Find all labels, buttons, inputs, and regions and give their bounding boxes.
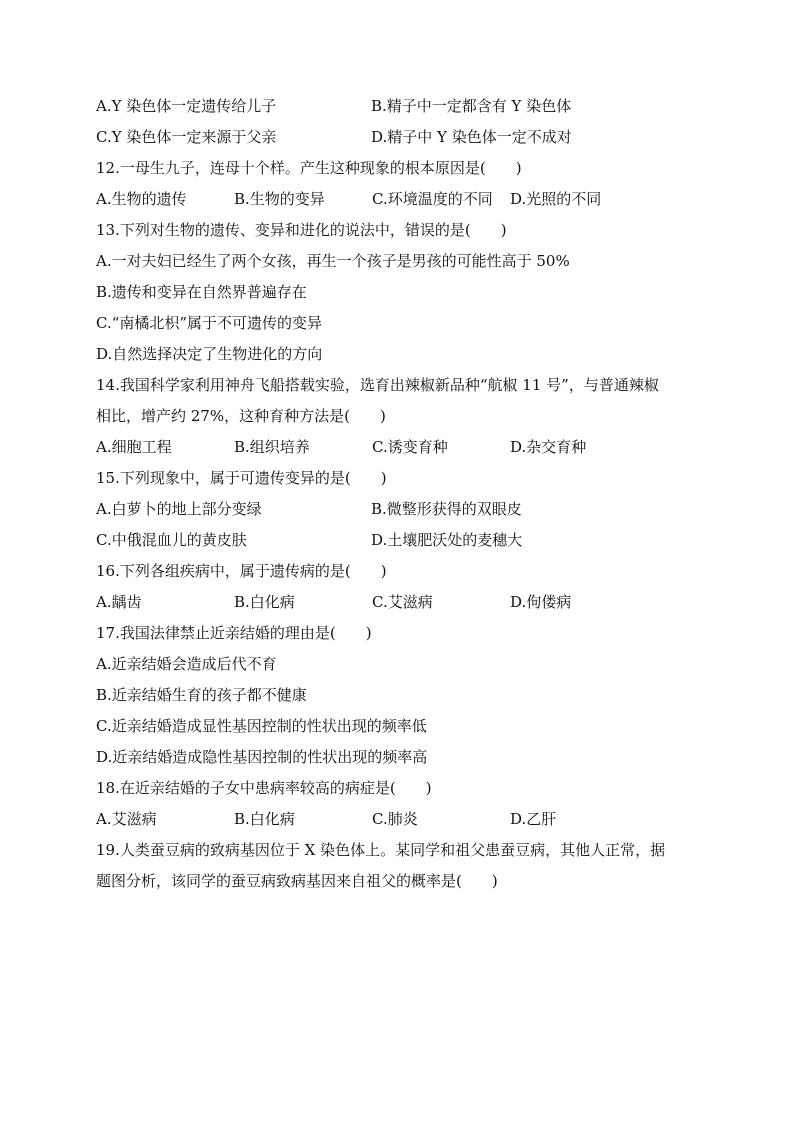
q12-option-d: D.光照的不同: [510, 190, 602, 208]
q12-options-row: [96, 189, 696, 209]
q17-option-a: A.近亲结婚会造成后代不育: [96, 655, 277, 673]
q11-option-d: D.精子中 Y 染色体一定不成对: [371, 128, 572, 146]
q16-stem: 16.下列各组疾病中，属于遗传病的是( ): [96, 562, 387, 580]
q18-options-row: [96, 809, 696, 829]
q18-stem: 18.在近亲结婚的子女中患病率较高的病症是( ): [96, 779, 432, 797]
q15-option-a: A.白萝卜的地上部分变绿: [96, 500, 262, 518]
q17-option-c: C.近亲结婚造成显性基因控制的性状出现的频率低: [96, 717, 427, 735]
q19-stem-line-1: 19.人类蚕豆病的致病基因位于 X 染色体上。某同学和祖父患蚕豆病，其他人正常，据: [96, 841, 666, 859]
q13-option-a: A.一对夫妇已经生了两个女孩，再生一个孩子是男孩的可能性高于 50%: [96, 252, 570, 270]
q16-option-a: A.龋齿: [96, 593, 142, 611]
q15-option-c: C.中俄混血儿的黄皮肤: [96, 531, 247, 549]
q16-option-c: C.艾滋病: [372, 593, 433, 611]
q15-option-d: D.土壤肥沃处的麦穗大: [371, 531, 523, 549]
q19-stem-line-2: 题图分析，该同学的蚕豆病致病基因来自祖父的概率是( ): [96, 872, 498, 890]
q16-option-d: D.佝偻病: [510, 593, 572, 611]
q12-stem: 12.一母生九子，连母十个样。产生这种现象的根本原因是( ): [96, 159, 522, 177]
q16-option-b: B.白化病: [234, 593, 295, 611]
q14-stem-line-1: 14.我国科学家利用神舟飞船搭载实验，选育出辣椒新品种“航椒 11 号”，与普通辣椒: [96, 376, 659, 394]
q13-stem: 13.下列对生物的遗传、变异和进化的说法中，错误的是( ): [96, 221, 507, 239]
q11-option-c: C.Y 染色体一定来源于父亲: [96, 128, 277, 146]
q17-stem: 17.我国法律禁止近亲结婚的理由是( ): [96, 624, 372, 642]
q18-option-b: B.白化病: [234, 810, 295, 828]
q14-option-d: D.杂交育种: [510, 438, 587, 456]
q15-options-row-1: [96, 499, 696, 519]
q15-option-b: B.微整形获得的双眼皮: [371, 500, 522, 518]
q12-option-b: B.生物的变异: [234, 190, 325, 208]
q12-option-a: A.生物的遗传: [96, 190, 187, 208]
q15-options-row-2: [96, 530, 696, 550]
q14-options-row: [96, 437, 696, 457]
q16-options-row: [96, 592, 696, 612]
q15-stem: 15.下列现象中，属于可遗传变异的是( ): [96, 469, 387, 487]
q17-option-b: B.近亲结婚生育的孩子都不健康: [96, 686, 307, 704]
q17-option-d: D.近亲结婚造成隐性基因控制的性状出现的频率高: [96, 748, 428, 766]
q14-stem-line-2: 相比，增产约 27%，这种育种方法是( ): [96, 407, 386, 425]
q14-option-c: C.诱变育种: [372, 438, 448, 456]
q11-options-row-2: [96, 127, 696, 147]
q13-option-b: B.遗传和变异在自然界普遍存在: [96, 283, 307, 301]
q11-option-b: B.精子中一定都含有 Y 染色体: [371, 97, 572, 115]
q18-option-d: D.乙肝: [510, 810, 557, 828]
q14-option-b: B.组织培养: [234, 438, 310, 456]
q14-option-a: A.细胞工程: [96, 438, 172, 456]
q13-option-d: D.自然选择决定了生物进化的方向: [96, 345, 323, 363]
q18-option-a: A.艾滋病: [96, 810, 157, 828]
q13-option-c: C.“南橘北枳”属于不可遗传的变异: [96, 314, 323, 332]
q11-options-row-1: [96, 96, 696, 116]
q12-option-c: C.环境温度的不同: [372, 190, 493, 208]
q18-option-c: C.肺炎: [372, 810, 418, 828]
q11-option-a: A.Y 染色体一定遗传给儿子: [96, 97, 277, 115]
